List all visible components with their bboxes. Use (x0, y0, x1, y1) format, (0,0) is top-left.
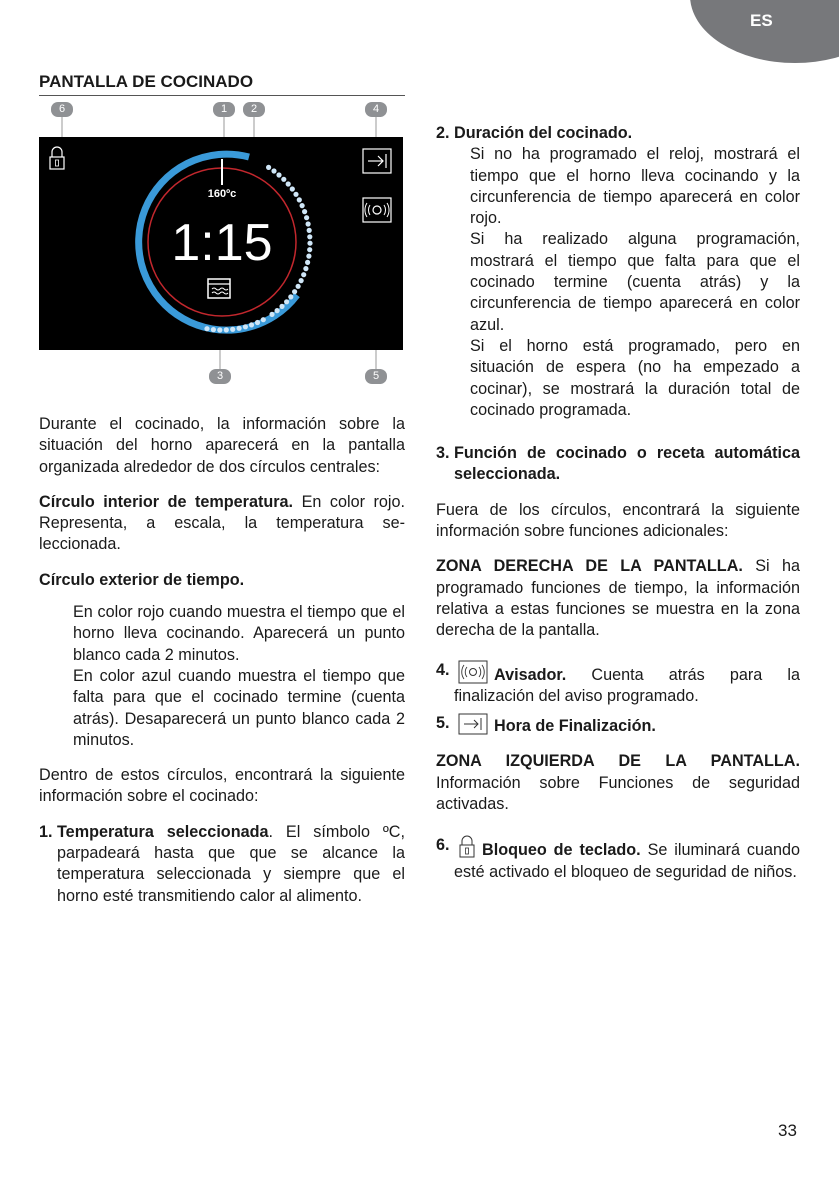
item-1-title: Temperatura seleccionada (57, 822, 269, 841)
time-ring-dot (307, 247, 312, 252)
time-ring-dot (303, 266, 308, 271)
inner-circle-title: Círculo interior de temperatura. (39, 492, 294, 511)
cooking-function-icon (208, 279, 230, 298)
time-ring-dot (237, 326, 242, 331)
item-3 (436, 443, 800, 486)
time-ring-dot (266, 165, 271, 170)
inner-circle-paragraph (39, 492, 405, 556)
time-ring-dot (288, 294, 293, 299)
item-4 (436, 660, 800, 708)
time-ring-dot (307, 234, 312, 239)
time-ring-dot (217, 327, 222, 332)
callout-6: 6 (51, 102, 73, 117)
time-ring-dot (279, 304, 284, 309)
item-3-title: Función de cocinado o receta automática seleccionada. (454, 444, 800, 484)
item-6-number: 6. (436, 836, 450, 855)
time-ring-dot (281, 177, 286, 182)
time-ring-dot (271, 168, 276, 173)
inner-circle-text: En color rojo. Representa, a escala, la temperatura se-leccionada. (39, 492, 405, 554)
callout-5: 5 (365, 369, 387, 384)
time-value: 1:15 (171, 214, 273, 272)
outer-circle-title-text: Círculo exterior de tiempo. (39, 570, 245, 589)
time-ring-dot (304, 215, 309, 220)
time-ring-dot (230, 327, 235, 332)
time-ring-dot (243, 324, 248, 329)
item-5-text (454, 713, 800, 737)
time-ring-dot (261, 317, 266, 322)
end-time-icon (458, 713, 488, 735)
time-ring-dot (292, 289, 297, 294)
time-ring-dot (307, 228, 312, 233)
time-ring-dot (255, 320, 260, 325)
right-zone-title: ZONA DERECHA DE LA PANTALLA. (436, 557, 743, 576)
right-column (436, 123, 800, 883)
item-1-number: 1. (39, 822, 53, 841)
left-zone-text: Información sobre Funciones de seguridad activadas. (436, 773, 800, 814)
item-1-text (57, 822, 405, 907)
right-zone-paragraph (436, 556, 800, 641)
item-4-number: 4. (436, 660, 450, 679)
outer-circle-red-paragraph: En color rojo cuando muestra el tiempo que el horno lleva cocinando. Aparecerá un punto blanco cada 2 minutos. (73, 603, 405, 664)
left-zone-title: ZONA IZQUIERDA DE LA PANTALLA. (436, 752, 800, 771)
item-2-paragraph-2: Si ha realizado alguna programación, mostrará el tiempo que falta para que el cocinado termine (cuenta atrás) y la circunferencia de tiempo aparecerá en color azul. (470, 230, 800, 334)
item-3-number: 3. (436, 444, 450, 463)
intro-paragraph: Durante el cocinado, la información sobre la situación del horno aparecerá en la pantalla organizada alrededor de dos círculos centrales: (39, 415, 405, 476)
item-2 (436, 123, 800, 144)
item-6 (436, 835, 800, 883)
time-ring-dot (300, 203, 305, 208)
item-2-title: Duración del cocinado. (454, 124, 633, 142)
timer-alarm-icon (458, 660, 488, 684)
page-title: PANTALLA DE COCINADO (39, 72, 405, 96)
item-5 (436, 713, 800, 737)
time-ring-dot (297, 197, 302, 202)
callout-3: 3 (209, 369, 231, 384)
item-6-text (454, 835, 800, 883)
time-ring-dot (296, 284, 301, 289)
right-zone-text: Si ha programado funciones de tiempo, la información relativa a estas funciones se muestra en la zona derecha de la pantalla. (436, 557, 800, 640)
within-circles-paragraph: Dentro de estos círculos, encontrará la siguiente información sobre el cocinado: (39, 766, 405, 806)
left-zone-paragraph (436, 751, 800, 815)
time-ring-dot (307, 241, 312, 246)
time-ring-dot (293, 192, 298, 197)
item-1-body: . El símbolo ºC, parpadeará hasta que que se alcance la temperatura seleccionada y siempre que el horno esté transmitiendo calor al alimento. (57, 822, 405, 905)
oven-display-screen (39, 137, 403, 350)
time-ring-dot (301, 272, 306, 277)
item-6-title: Bloqueo de teclado. (482, 841, 641, 860)
language-label: ES (750, 11, 773, 30)
outer-circle-blue-paragraph: En color azul cuando muestra el tiempo que falta para que el cocinado termine (cuenta atrás). Desaparecerá un punto blanco cada 2 minutos. (73, 666, 405, 749)
callout-1: 1 (213, 102, 235, 117)
item-5-title: Hora de Finalización. (494, 717, 656, 736)
item-2-paragraph-3: Si el horno está programado, pero en situación de espera (no ha empezado a cocinar), se mostrará la duración total de cocinado programada. (470, 336, 800, 419)
temperature-value: 160ºc (207, 188, 237, 200)
outer-circle-title (39, 570, 405, 591)
item-6-body: Se iluminará cuando esté activado el bloqueo de seguridad de niños. (454, 841, 800, 881)
callout-4: 4 (365, 102, 387, 117)
time-ring-dot (269, 312, 274, 317)
item-1 (39, 822, 405, 907)
page-number: 33 (778, 1121, 797, 1140)
time-ring-dot (204, 326, 209, 331)
item-2-paragraph-1: Si no ha programado el reloj, mostrará el tiempo que el horno lleva cocinando y la circunferencia de tiempo aparecerá en color rojo. (470, 145, 800, 228)
time-ring-dot (249, 322, 254, 327)
outside-circles-paragraph: Fuera de los círculos, encontrará la siguiente información sobre funciones adicionales: (436, 500, 800, 541)
time-ring-dot (224, 327, 229, 332)
lock-icon (50, 147, 64, 169)
lock-icon (458, 835, 476, 859)
time-ring-dot (299, 278, 304, 283)
item-5-number: 5. (436, 714, 450, 733)
time-ring-dot (284, 299, 289, 304)
item-4-text (454, 660, 800, 708)
item-4-title: Avisador. (494, 665, 567, 684)
time-ring-dot (211, 327, 216, 332)
left-column (39, 414, 405, 907)
time-ring-dot (306, 254, 311, 259)
callout-2: 2 (243, 102, 265, 117)
item-2-number: 2. (436, 124, 450, 142)
time-ring-dot (286, 181, 291, 186)
item-4-body: Cuenta atrás para la finalización del aviso programado. (454, 665, 800, 705)
time-ring-dot (305, 260, 310, 265)
time-ring-dot (290, 186, 295, 191)
time-ring-dot (276, 172, 281, 177)
timer-alarm-icon (363, 198, 391, 222)
end-time-icon (363, 149, 391, 173)
time-ring-dot (306, 221, 311, 226)
time-ring-dot (275, 308, 280, 313)
time-ring-dot (302, 209, 307, 214)
